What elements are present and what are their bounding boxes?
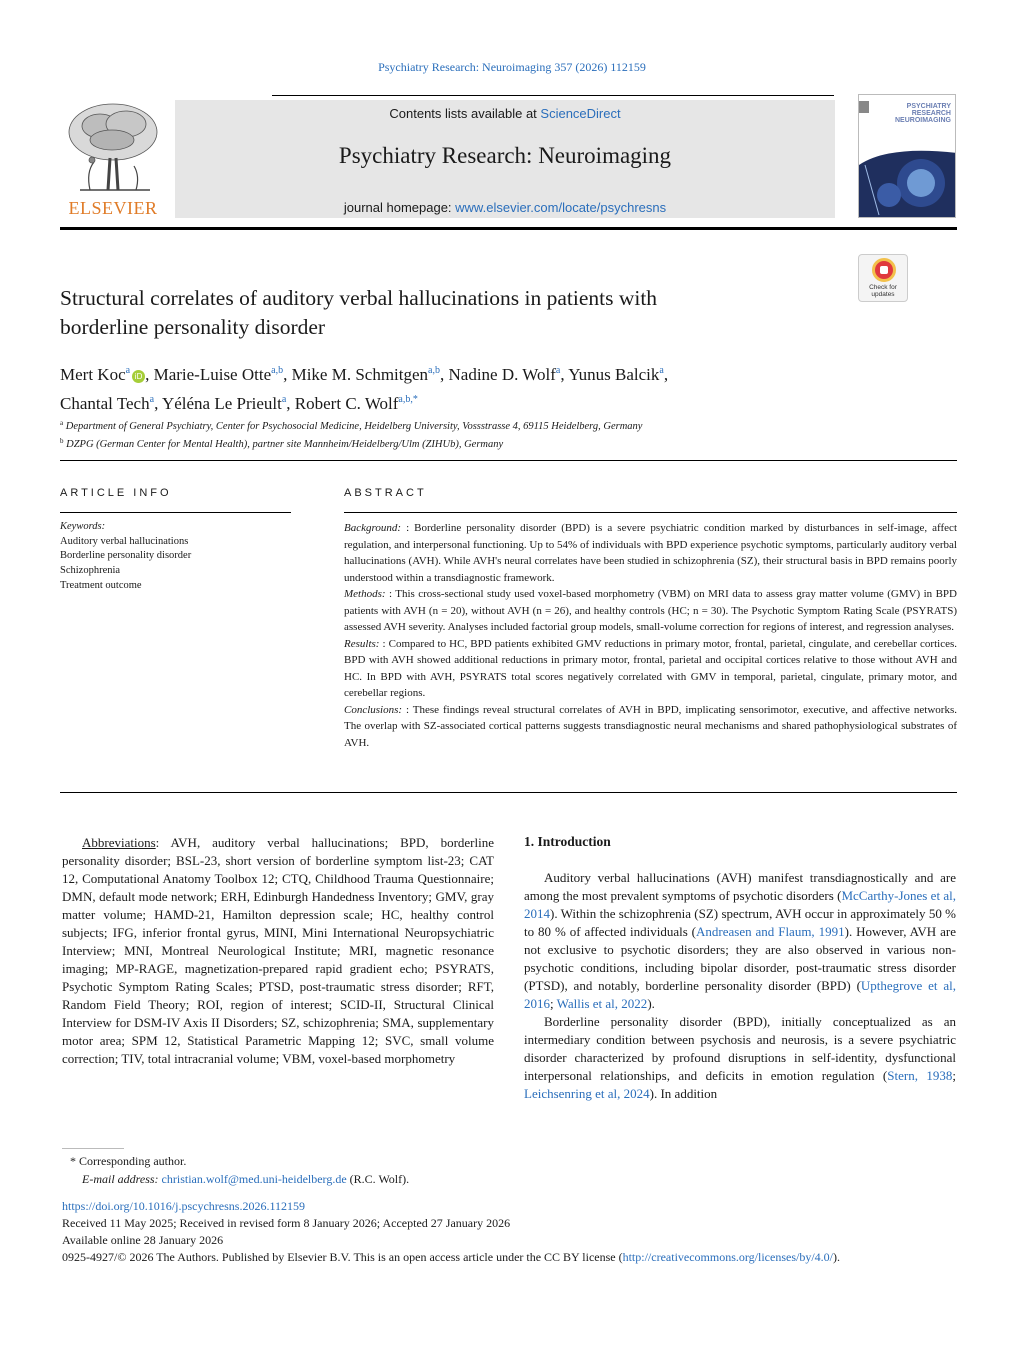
license-link[interactable]: http://creativecommons.org/licenses/by/4.0/ (622, 1250, 833, 1264)
abbreviations-text: : AVH, auditory verbal hallucinations; BPD, borderline personality disorder; BSL-23, short version of borderline symptom list-23; CAT 12, Computational Anatomy Toolbox 12; CTQ, Childhood Trauma Questionnaire; DMN, default mode network; ERH, Edinburgh Handedness Inventory; GMV, gray matter volume; HAMD-21, Hamilton depression scale; HC, healthy control subjects; IFG, inferior frontal gyrus, MINI, Mini International Neuropsychiatric Interview; MNI, Montreal Neurological Institute; MRI, magnetic resonance imaging; MP-RAGE, magnetization-prepared rapid gradient echo; PSYRATS, Psychotic Symptom Rating Scales; PTSD, post-traumatic stress disorder; RFT, Random Field Theory; ROI, region of interest; SCID-II, Structural Clinical Interview for DSM-IV Axis II Disorders; SZ, schizophrenia; SMA, supplementary motor area; SPM 12, Statistical Parametric Mapping 12; SVC, small volume correction; TIV, total intracranial volume; VBM, voxel-based morphometry (62, 835, 494, 1066)
email-link[interactable]: christian.wolf@med.uni-heidelberg.de (161, 1172, 347, 1186)
affiliations (60, 416, 960, 452)
keyword: Auditory verbal hallucinations (60, 535, 189, 547)
abstract-body (344, 520, 957, 751)
author-affiliation-marker[interactable]: a (149, 394, 155, 405)
section-divider (60, 460, 957, 461)
abstract-divider (344, 512, 957, 513)
affiliation-a (60, 416, 960, 434)
reference-link[interactable]: Andreasen and Flaum, 1991 (696, 924, 845, 939)
intro-text: Auditory verbal hallucinations (AVH) manifest transdiagnostically and are among the most prevalent symptoms of psychotic disorders ( (524, 870, 956, 903)
abstract-background (344, 520, 957, 586)
check-for-updates-button[interactable] (858, 254, 908, 302)
publication-info (62, 1198, 962, 1266)
available-online-date: Available online 28 January 2026 (62, 1233, 224, 1247)
article-title (60, 284, 820, 342)
received-dates: Received 11 May 2025; Received in revised form 8 January 2026; Accepted 27 January 2026 (62, 1216, 511, 1230)
license-text: ). (833, 1250, 840, 1264)
author-separator: , (663, 365, 669, 384)
abstract-label: Methods: (344, 588, 386, 600)
author-affiliation-marker[interactable]: a,b (271, 365, 284, 376)
reference-link[interactable]: McCarthy-Jones et al, 2014 (524, 888, 956, 921)
keyword: Schizophrenia (60, 565, 121, 577)
author-affiliation-marker[interactable]: a (125, 365, 131, 376)
abstract-label: Conclusions: (344, 703, 403, 716)
abstract-label: Results: (344, 637, 380, 650)
author-affiliation-marker[interactable]: a (659, 365, 664, 376)
affiliation-text: DZPG (German Center for Mental Health), partner site Mannheim/Heidelberg/Ulm (ZIHUb), Germany (66, 439, 504, 450)
intro-text: ). In addition (649, 1086, 718, 1101)
keyword: Borderline personality disorder (60, 550, 192, 562)
email-note (62, 1170, 662, 1188)
header-divider (272, 95, 834, 96)
author-affiliation-marker[interactable]: a,b (428, 365, 440, 376)
author-name[interactable]: Nadine D. Wolf (448, 365, 556, 384)
abstract-results (344, 636, 957, 702)
article-info-divider (60, 512, 291, 513)
author-name[interactable]: Mert Koc (60, 365, 126, 384)
cover-title-line: PSYCHIATRY (906, 103, 951, 110)
orcid-icon[interactable]: iD (132, 370, 145, 383)
keywords-block (60, 520, 291, 594)
intro-text: ; (952, 1068, 956, 1083)
crossmark-icon (872, 258, 896, 282)
abbreviations-label: Abbreviations (82, 835, 156, 850)
journal-name: Psychiatry Research: Neuroimaging (338, 143, 672, 168)
affiliation-key: b (60, 437, 64, 445)
cover-title-line: RESEARCH (911, 110, 951, 117)
doi-link[interactable]: https://doi.org/10.1016/j.pscychresns.2026.112159 (62, 1199, 305, 1213)
intro-text: ). Within the schizophrenia (SZ) spectrum, AVH occur in approximately 50 % to 80 % of affected individuals ( (524, 906, 956, 939)
footnote-divider (62, 1148, 124, 1149)
author-separator: , (145, 365, 154, 384)
abstract-text: : Borderline personality disorder (BPD) is a severe psychiatric condition marked by disturbances in self-image, affect regulation, and interpersonal functioning. Up to 54% of individuals with BPD experience psychotic symptoms, particularly auditory verbal hallucinations (AVH). While AVH's neural correlates have been studied in schizophrenia (SZ), their structural basis in BPD remains poorly understood within a transdiagnostic framework. (344, 522, 957, 584)
license-line (62, 1249, 962, 1266)
corresponding-author-note: * Corresponding author. (70, 1154, 187, 1168)
crossmark-label-line: updates (871, 291, 895, 298)
author-separator: , (154, 394, 162, 413)
abbreviations-footnote (62, 834, 494, 1068)
contents-line (175, 106, 835, 121)
intro-text: ; (550, 996, 557, 1011)
abstract-text: : These findings reveal structural correlates of AVH in BPD, implicating sensorimotor, executive, and affective networks. The overlap with SZ-associated cortical patterns suggests transdiagnostic neural mechanisms and shared pathophysiological substrates of AVH. (344, 703, 957, 749)
author-affiliation-marker[interactable]: a,b,* (398, 394, 418, 405)
footnotes (62, 1152, 662, 1188)
keyword: Treatment outcome (60, 579, 142, 591)
title-line: borderline personality disorder (60, 315, 326, 339)
author-separator: , (560, 365, 569, 384)
author-separator: , (286, 394, 295, 413)
sciencedirect-link[interactable]: ScienceDirect (540, 106, 621, 121)
abstract-methods (344, 586, 957, 636)
abstract-heading: ABSTRACT (344, 487, 427, 499)
intro-text: Borderline personality disorder (BPD), initially conceptualized as an intermediary condition between psychosis and neurosis, is a severe psychiatric disorder characterized by profound disruptions in self-identity, dysfunctional interpersonal relationships, and deficits in emotion regulation ( (524, 1014, 956, 1083)
affiliation-key: a (60, 419, 64, 427)
journal-homepage-link[interactable]: www.elsevier.com/locate/psychresns (455, 200, 667, 215)
intro-text: ). However, AVH are not exclusive to psychotic disorders; they are also observed in various non-psychotic conditions, including bipolar disorder, post-traumatic stress disorder (PTSD), and notably, borderline personality disorder (BPD) ( (524, 924, 956, 993)
author-name[interactable]: Chantal Tech (60, 394, 150, 413)
introduction-heading: 1. Introduction (524, 834, 611, 849)
reference-link[interactable]: Stern, 1938 (887, 1068, 953, 1083)
author-affiliation-marker[interactable]: a (281, 394, 287, 405)
keywords-label: Keywords: (60, 521, 106, 532)
author-name[interactable]: Marie-Luise Otte (153, 365, 272, 384)
email-suffix: (R.C. Wolf). (346, 1172, 410, 1186)
author-separator: , (283, 365, 292, 384)
journal-citation[interactable]: Psychiatry Research: Neuroimaging 357 (2026) 112159 (378, 60, 646, 74)
abstract-conclusions (344, 702, 957, 752)
introduction-body (524, 869, 956, 1103)
affiliation-text: Department of General Psychiatry, Center for Psychosocial Medicine, Heidelberg University, Vossstrasse 4, 69115 Heidelberg, Germany (65, 421, 643, 432)
author-list (60, 358, 890, 416)
header-thick-divider (60, 227, 957, 230)
cover-brain-image (859, 95, 956, 218)
article-info-heading: ARTICLE INFO (60, 487, 172, 499)
homepage-line (175, 200, 835, 215)
journal-header-box (175, 100, 835, 218)
crossmark-label-line: Check for (869, 284, 897, 291)
intro-text: ). (647, 996, 655, 1011)
author-name[interactable]: Robert C. Wolf (294, 394, 399, 413)
journal-cover-thumbnail[interactable] (858, 94, 956, 218)
license-text: 0925-4927/© 2026 The Authors. Published by Elsevier B.V. This is an open access article under the CC BY license ( (62, 1250, 623, 1264)
affiliation-b (60, 434, 960, 452)
abstract-label: Background: (344, 522, 402, 534)
section-divider (60, 792, 957, 793)
reference-link[interactable]: Wallis et al, 2022 (556, 996, 648, 1011)
author-name[interactable]: Yéléna Le Prieult (161, 394, 282, 413)
author-affiliation-marker[interactable]: a (555, 365, 561, 376)
reference-link[interactable]: Upthegrove et al, 2016 (524, 978, 956, 1011)
reference-link[interactable]: Leichsenring et al, 2024 (524, 1086, 650, 1101)
tree-icon (60, 100, 166, 196)
elsevier-wordmark: ELSEVIER (68, 198, 158, 218)
cover-title-line: NEUROIMAGING (895, 117, 951, 124)
contents-prefix: Contents lists available at (389, 106, 541, 121)
abstract-text: : This cross-sectional study used voxel-based morphometry (VBM) on MRI data to assess gray matter volume (GMV) in BPD patients with AVH (n = 20), without AVH (n = 26), and healthy controls (HC; n = 30). The Psychotic Symptom Rating Scale (PSYRATS) assessed AVH severity. Analyses included factorial group models, small-volume correction for regions of interest, and regression analyses. (344, 588, 957, 633)
title-line: Structural correlates of auditory verbal hallucinations in patients with (60, 286, 658, 310)
abstract-text: : Compared to HC, BPD patients exhibited GMV reductions in primary motor, frontal, parietal, cingulate, and cerebellar cortices. BPD with AVH showed additional reductions in primary motor, frontal, parietal and occipital cortices relative to those without AVH and HC. In BPD with AVH, PSYRATS total scores negatively correlated with GMV in temporal, parietal, cingulate, primary motor, and cerebellar regions. (344, 637, 957, 699)
homepage-prefix: journal homepage: (343, 200, 456, 215)
intro-paragraph (524, 869, 956, 1013)
email-label: E-mail address: (82, 1172, 159, 1186)
intro-paragraph (524, 1013, 956, 1103)
author-name[interactable]: Yunus Balcik (568, 365, 660, 384)
crossmark-label (859, 284, 907, 298)
author-separator: , (440, 365, 449, 384)
author-name[interactable]: Mike M. Schmitgen (291, 365, 429, 384)
